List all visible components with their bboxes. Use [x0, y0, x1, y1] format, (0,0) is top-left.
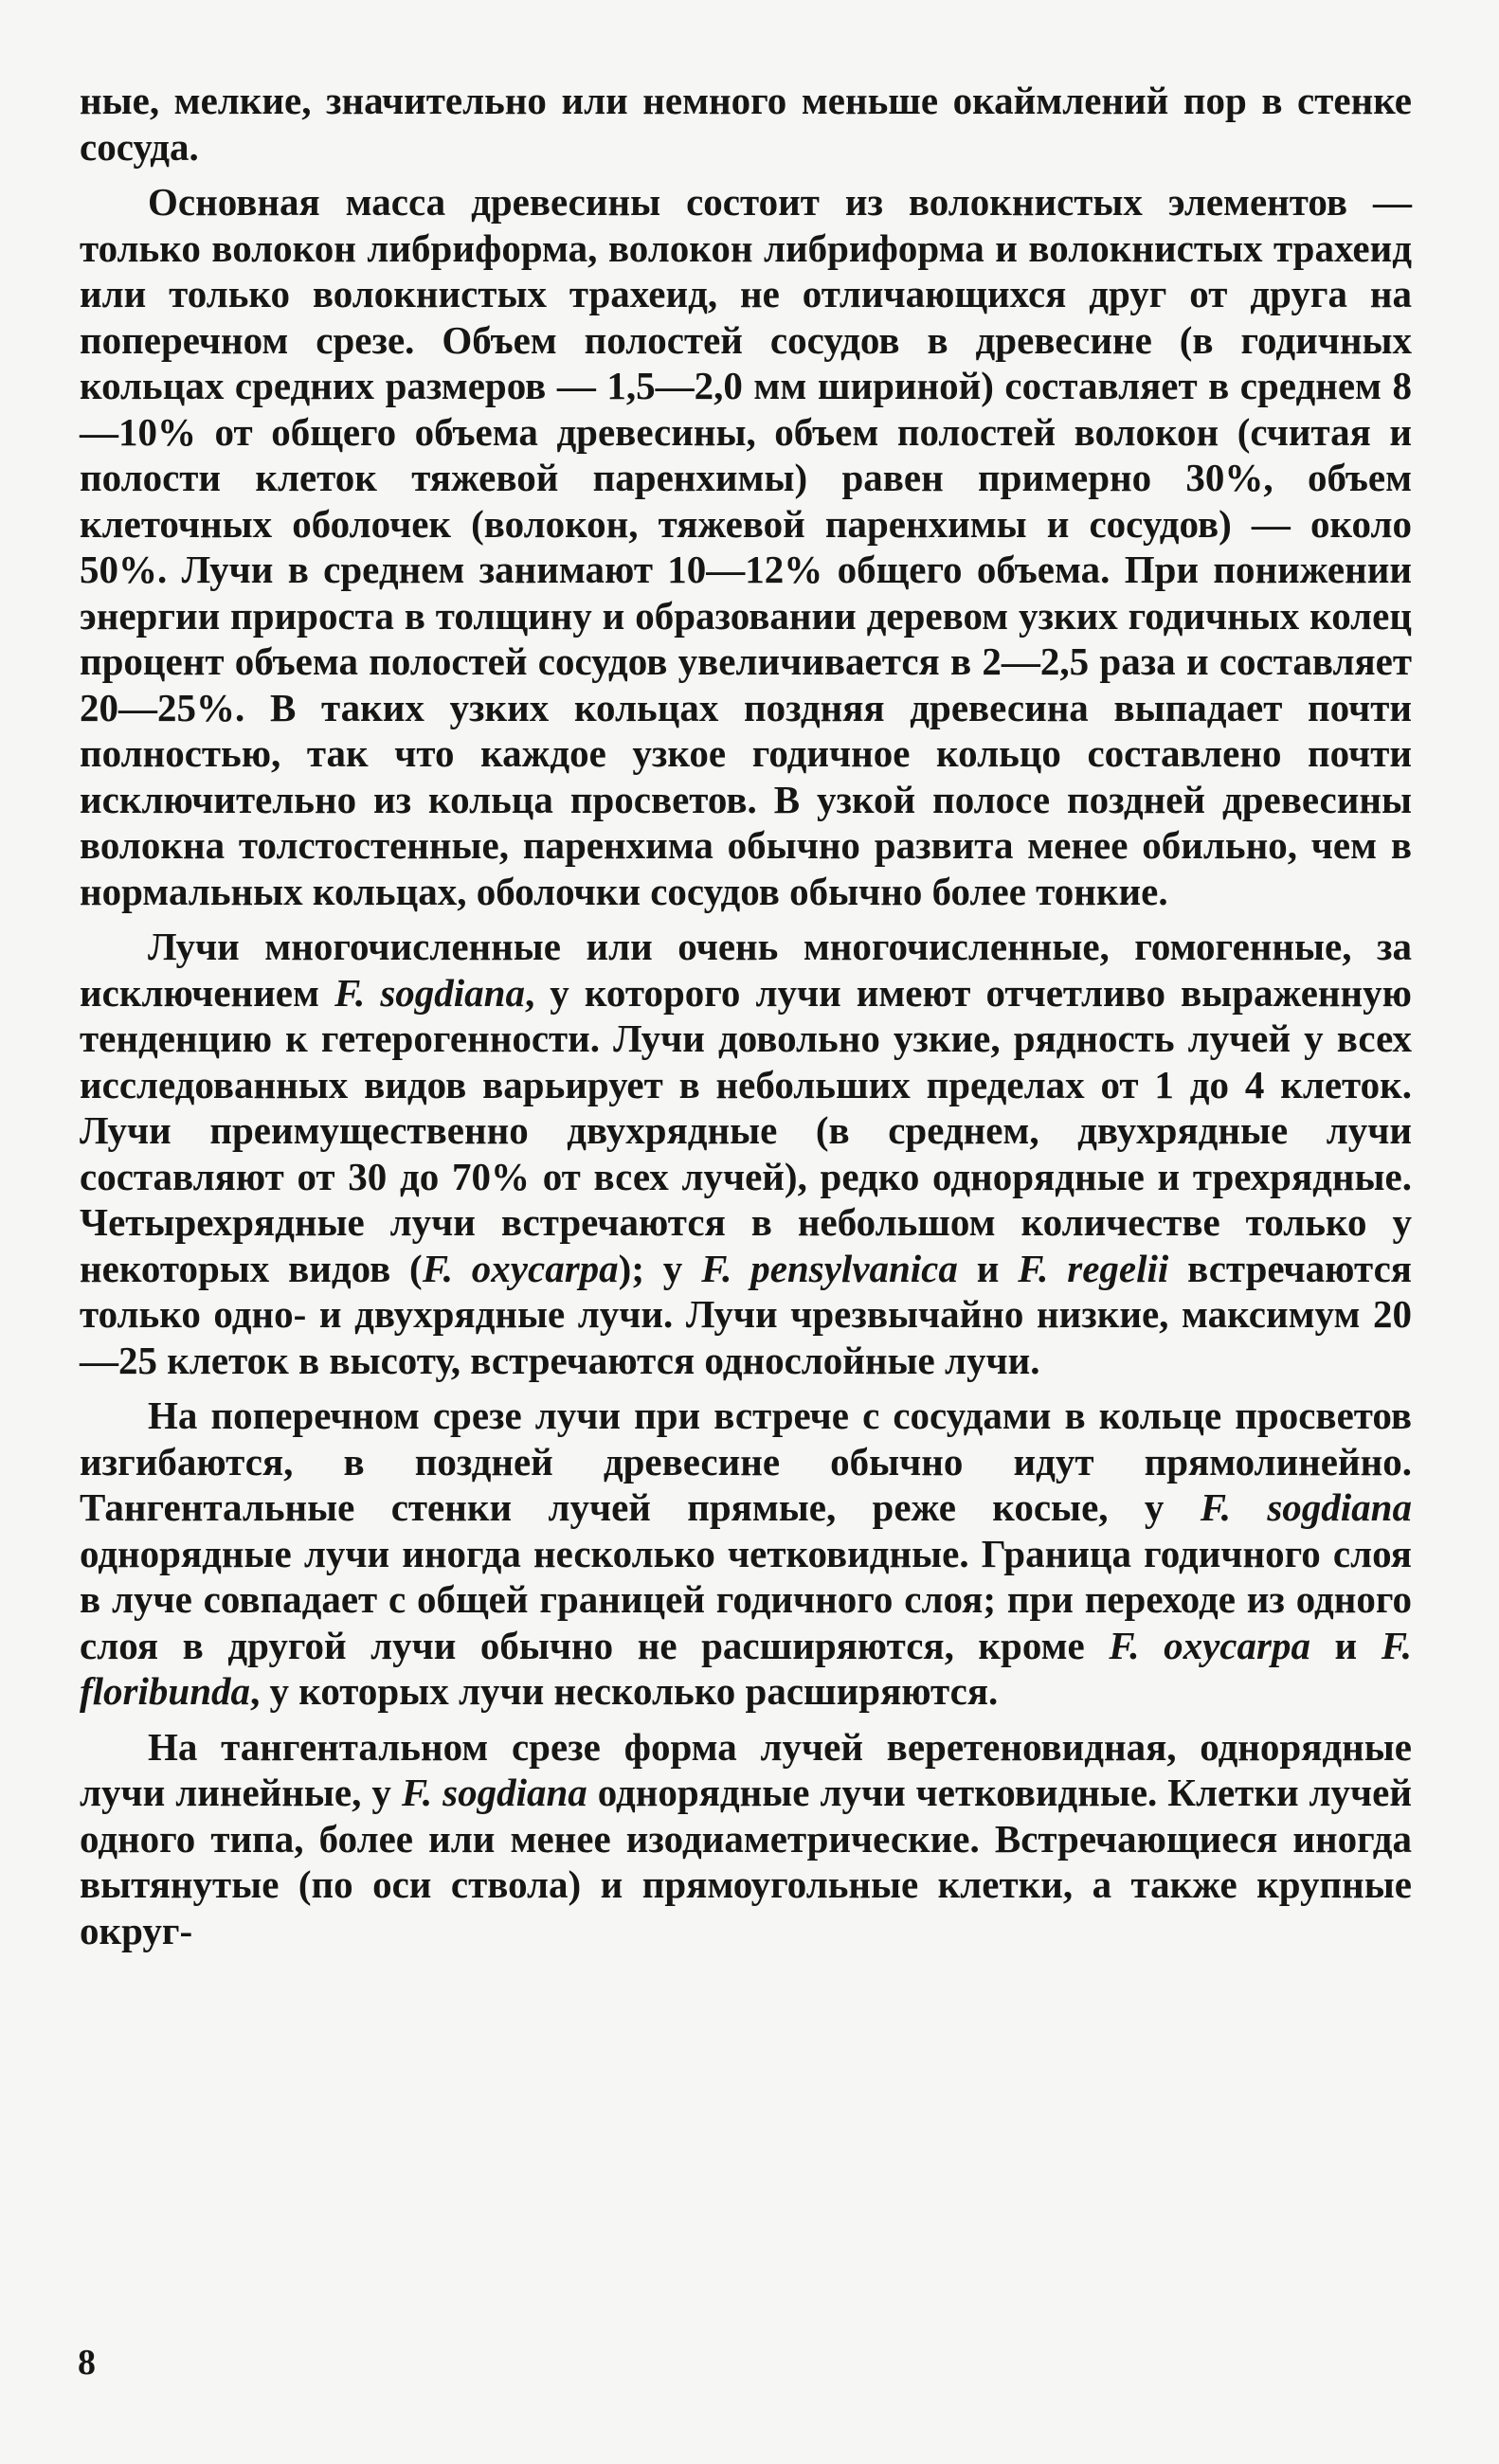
- text-run: однорядные лучи иногда несколько четковидные. Граница годичного слоя в луче совпадает с общей границей годичного слоя; при переходе из одного слоя в другой лучи обычно не расширяются, кроме: [80, 1531, 1412, 1667]
- text-run: и: [957, 1246, 1019, 1290]
- paragraph: [80, 1724, 1412, 1954]
- species-name: F. sogdiana: [334, 970, 525, 1015]
- text-run: , у которых лучи несколько расширяются.: [250, 1669, 999, 1713]
- text-run: , у которого лучи имеют отчетливо выраженную тенденцию к гетерогенности. Лучи довольно узкие, рядность лучей у всех исследованных видов варьирует в небольших пределах от 1 до 4 клеток. Лучи преимущественно двухрядные (в среднем, двухрядные лучи составляют от 30 до 70% от всех лучей), редко однорядные и трехрядные. Четырехрядные лучи встречаются в небольшом количестве только у некоторых видов (: [80, 970, 1412, 1290]
- species-name: F. regelii: [1018, 1246, 1169, 1290]
- text-run: встречаются только одно- и двухрядные лучи. Лучи чрезвычайно низкие, максимум 20—25 клеток в высоту, встречаются однослойные лучи.: [80, 1246, 1412, 1382]
- species-name: F. sogdiana: [401, 1771, 587, 1814]
- text-run: и: [1309, 1623, 1382, 1667]
- text-run: ные, мелкие, значительно или немного меньше окаймлений пор в стенке сосуда.: [80, 79, 1412, 169]
- species-name: F. floribunda: [80, 1623, 1413, 1713]
- paragraph: [80, 78, 1412, 170]
- text-run: ); у: [618, 1246, 702, 1290]
- paragraph: [80, 1393, 1412, 1715]
- text-run: однорядные лучи четковидные. Клетки лучей одного типа, более или менее изодиаметрические. Встречающиеся иногда вытянутые (по оси ствола) и прямоугольные клетки, а также крупные округ-: [80, 1771, 1412, 1952]
- body-text: [80, 78, 1412, 1953]
- paragraph: [80, 924, 1412, 1383]
- text-run: На поперечном срезе лучи при встрече с сосудами в кольце просветов изгибаются, в поздней древесине обычно идут прямолинейно. Тангентальные стенки лучей прямые, реже косые, у: [80, 1394, 1412, 1529]
- species-name: F. oxycarpa: [1109, 1623, 1310, 1667]
- paragraph: [80, 179, 1412, 914]
- page-number: 8: [78, 2343, 96, 2383]
- text-run: Основная масса древесины состоит из волокнистых элементов — только волокон либриформа, волокон либриформа и волокнистых трахеид или только волокнистых трахеид, не отличающихся друг от друга на поперечном срезе. Объем полостей сосудов в древесине (в годичных кольцах средних размеров — 1,5—2,0 мм шириной) составляет в среднем 8—10% от общего объема древесины, объем полостей волокон (считая и полости клеток тяжевой паренхимы) равен примерно 30%, объем клеточных оболочек (волокон, тяжевой паренхимы и сосудов) — около 50%. Лучи в среднем занимают 10—12% общего объема. При понижении энергии прироста в толщину и образовании деревом узких годичных колец процент объема полостей сосудов увеличивается в 2—2,5 раза и составляет 20—25%. В таких узких кольцах поздняя древесина выпадает почти полностью, так что каждое узкое годичное кольцо составлено почти исключительно из кольца просветов. В узкой полосе поздней древесины волокна толстостенные, паренхима обычно развита менее обильно, чем в нормальных кольцах, оболочки сосудов обычно более тонкие.: [80, 180, 1412, 913]
- text-run: Лучи многочисленные или очень многочисленные, гомогенные, за исключением: [80, 925, 1412, 1015]
- species-name: F. sogdiana: [1200, 1485, 1412, 1529]
- species-name: F. pensylvanica: [701, 1246, 958, 1290]
- text-run: На тангентальном срезе форма лучей веретеновидная, однорядные лучи линейные, у: [80, 1724, 1412, 1814]
- species-name: F. oxycarpa: [422, 1246, 619, 1290]
